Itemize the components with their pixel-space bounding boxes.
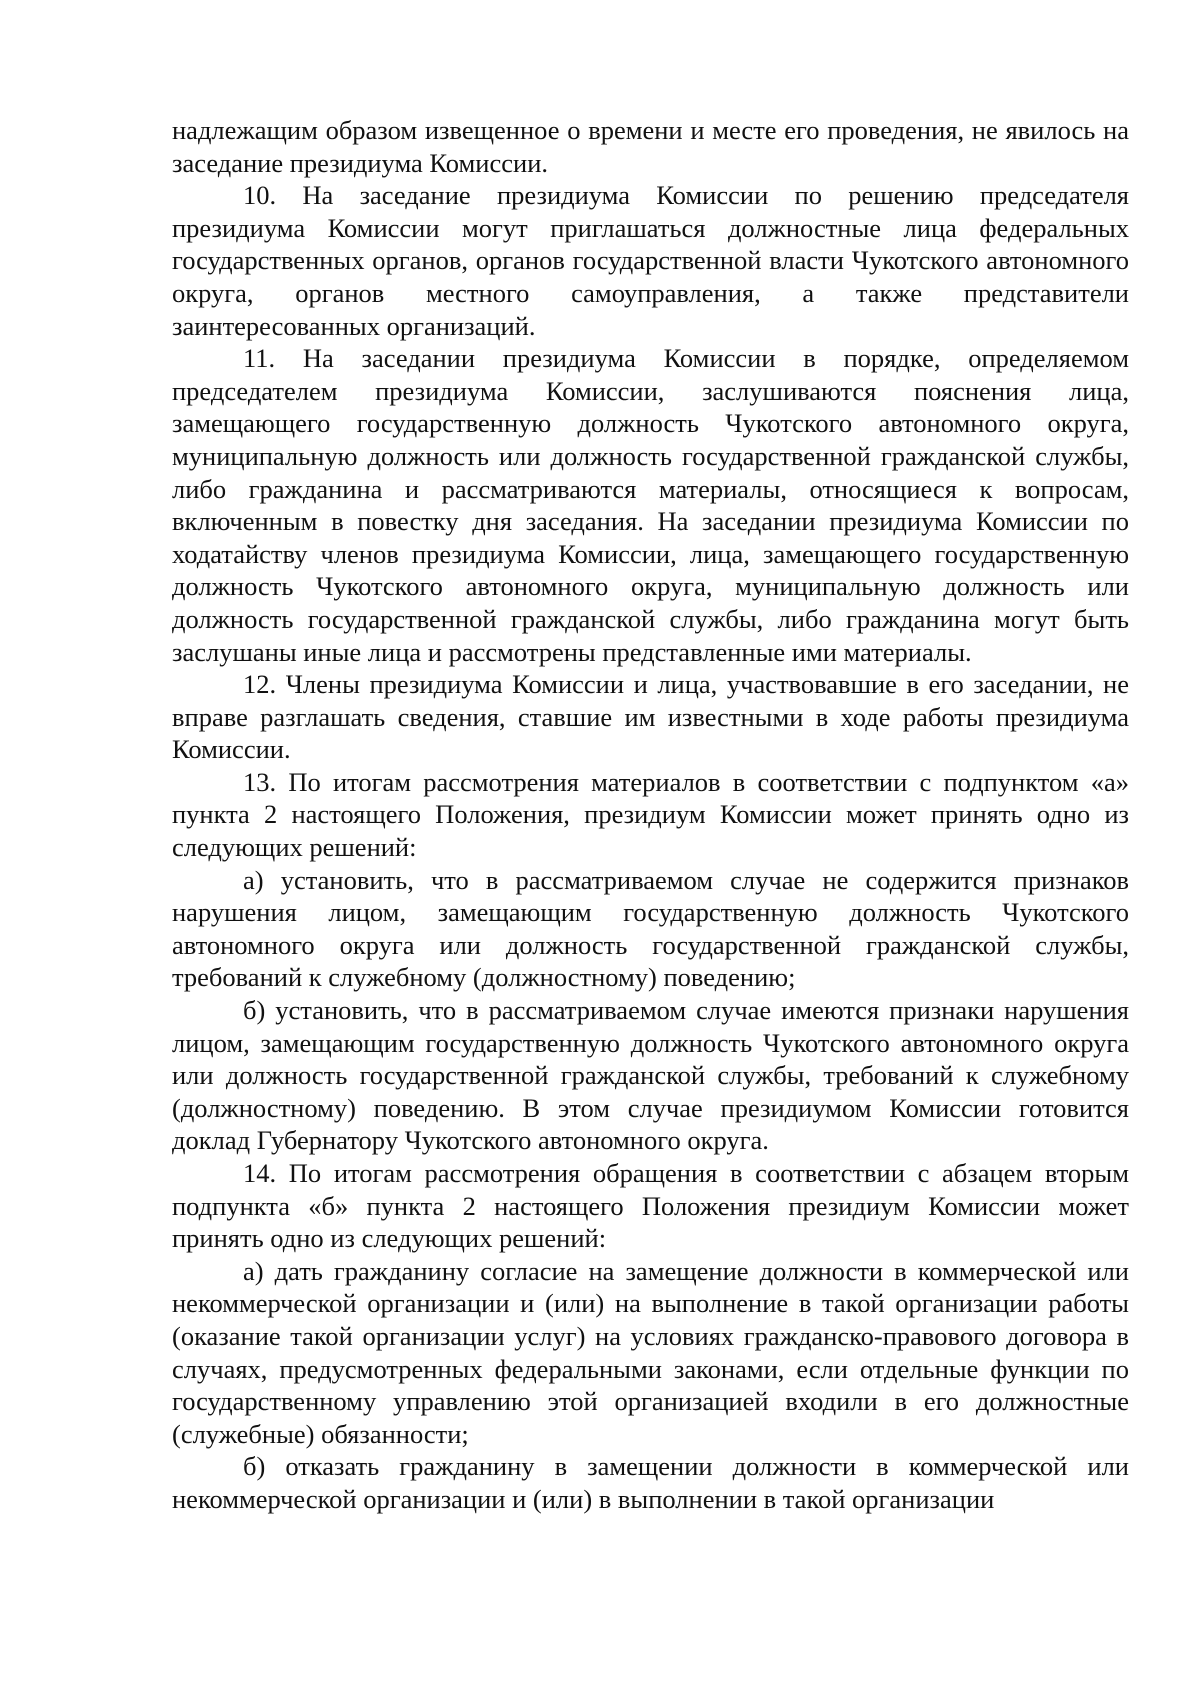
paragraph-13-a: а) установить, что в рассматриваемом случае не содержится признаков нарушения лицом, замещающим государственную должность Чукотского автономного округа или должность государственной гражданской службы, требований к служебному (должностному) поведению;: [172, 864, 1129, 993]
paragraph-11: 11. На заседании президиума Комиссии в порядке, определяемом председателем президиума Комиссии, заслушиваются пояснения лица, замещающего государственную должность Чукотского автономного округа, муниципальную должность или должность государственной гражданской службы, либо гражданина и рассматриваются материалы, относящиеся к вопросам, включенным в повестку дня заседания. На заседании президиума Комиссии по ходатайству членов президиума Комиссии, лица, замещающего государственную должность Чукотского автономного округа, муниципальную должность или должность государственной гражданской службы, либо гражданина могут быть заслушаны иные лица и рассмотрены представленные ими материалы.: [172, 343, 1129, 667]
paragraph-continuation: надлежащим образом извещенное о времени и месте его проведения, не явилось на заседание президиума Комиссии.: [172, 115, 1129, 178]
paragraph-12: 12. Члены президиума Комиссии и лица, участвовавшие в его заседании, не вправе разглашать сведения, ставшие им известными в ходе работы президиума Комиссии.: [172, 669, 1129, 765]
paragraph-14-b: б) отказать гражданину в замещении должности в коммерческой или некоммерческой организации и (или) в выполнении в такой организации: [172, 1451, 1129, 1514]
paragraph-13-b: б) установить, что в рассматриваемом случае имеются признаки нарушения лицом, замещающим государственную должность Чукотского автономного округа или должность государственной гражданской службы, требований к служебному (должностному) поведению. В этом случае президиумом Комиссии готовится доклад Губернатору Чукотского автономного округа.: [172, 995, 1129, 1156]
paragraph-10: 10. На заседание президиума Комиссии по решению председателя президиума Комиссии могут приглашаться должностные лица федеральных государственных органов, органов государственной власти Чукотского автономного округа, органов местного самоуправления, а также представители заинтересованных организаций.: [172, 180, 1129, 341]
document-body: [172, 114, 1129, 1516]
paragraph-14-a: а) дать гражданину согласие на замещение должности в коммерческой или некоммерческой организации и (или) на выполнение в такой организации работы (оказание такой организации услуг) на условиях гражданско-правового договора в случаях, предусмотренных федеральными законами, если отдельные функции по государственному управлению этой организацией входили в его должностные (служебные) обязанности;: [172, 1255, 1129, 1449]
paragraph-14: 14. По итогам рассмотрения обращения в соответствии с абзацем вторым подпункта «б» пункта 2 настоящего Положения президиум Комиссии может принять одно из следующих решений:: [172, 1158, 1129, 1254]
paragraph-13: 13. По итогам рассмотрения материалов в соответствии с подпунктом «а» пункта 2 настоящего Положения, президиум Комиссии может принять одно из следующих решений:: [172, 766, 1129, 863]
